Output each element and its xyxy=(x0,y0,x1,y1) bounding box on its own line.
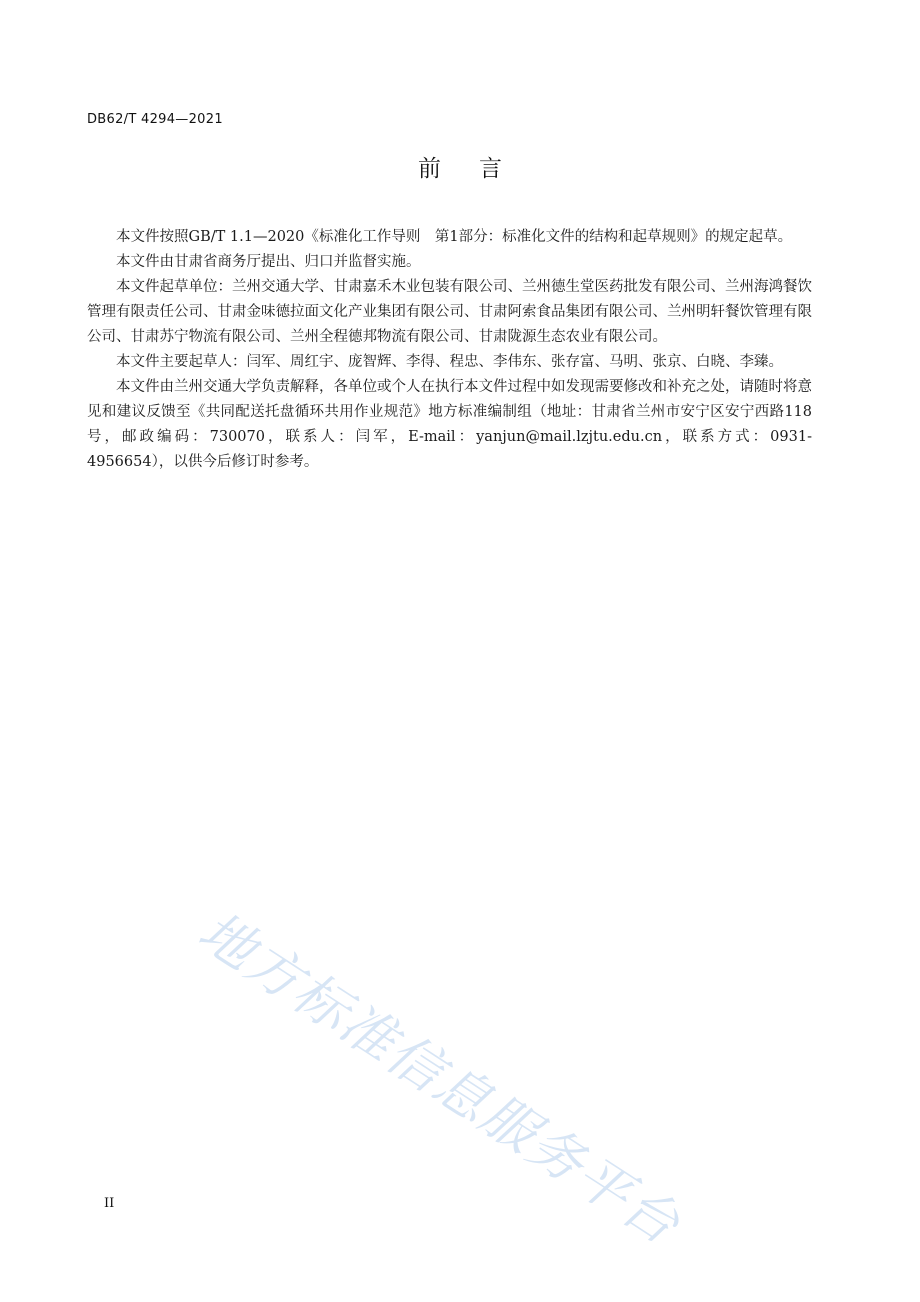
paragraph-proposer: 本文件由甘肃省商务厅提出、归口并监督实施。 xyxy=(116,254,421,270)
page-number: II xyxy=(104,1196,115,1211)
watermark: 地方标准信息服务平台 xyxy=(187,899,692,1258)
paragraph-interpretation: 本文件由兰州交通大学负责解释，各单位或个人在执行本文件过程中如发现需要修改和补充之处，请随时将意见和建议反馈至《共同配送托盘循环共用作业规范》地方标准编制组（地址：甘肃省兰州市安宁区安宁西路118号，邮政编码：730070，联系人：闫军，E-mail：yanjun@mail.lzjtu.edu.cn，联系方式：0931-4956654），以供今后修订时参考。 xyxy=(87,379,812,470)
document-body xyxy=(87,225,812,475)
paragraph-drafting-units: 本文件起草单位：兰州交通大学、甘肃嘉禾木业包装有限公司、兰州德生堂医药批发有限公司、兰州海鸿餐饮管理有限责任公司、甘肃金味德拉面文化产业集团有限公司、甘肃阿索食品集团有限公司、兰州明轩餐饮管理有限公司、甘肃苏宁物流有限公司、兰州全程德邦物流有限公司、甘肃陇源生态农业有限公司。 xyxy=(87,279,812,345)
page-title: 前言 xyxy=(418,156,540,182)
paragraph-drafters: 本文件主要起草人：闫军、周红宇、庞智辉、李得、程忠、李伟东、张存富、马明、张京、白晓、李臻。 xyxy=(116,354,783,370)
document-code: DB62/T 4294—2021 xyxy=(87,112,223,127)
paragraph-drafting-basis: 本文件按照GB/T 1.1—2020《标准化工作导则 第1部分：标准化文件的结构和起草规则》的规定起草。 xyxy=(116,229,793,245)
